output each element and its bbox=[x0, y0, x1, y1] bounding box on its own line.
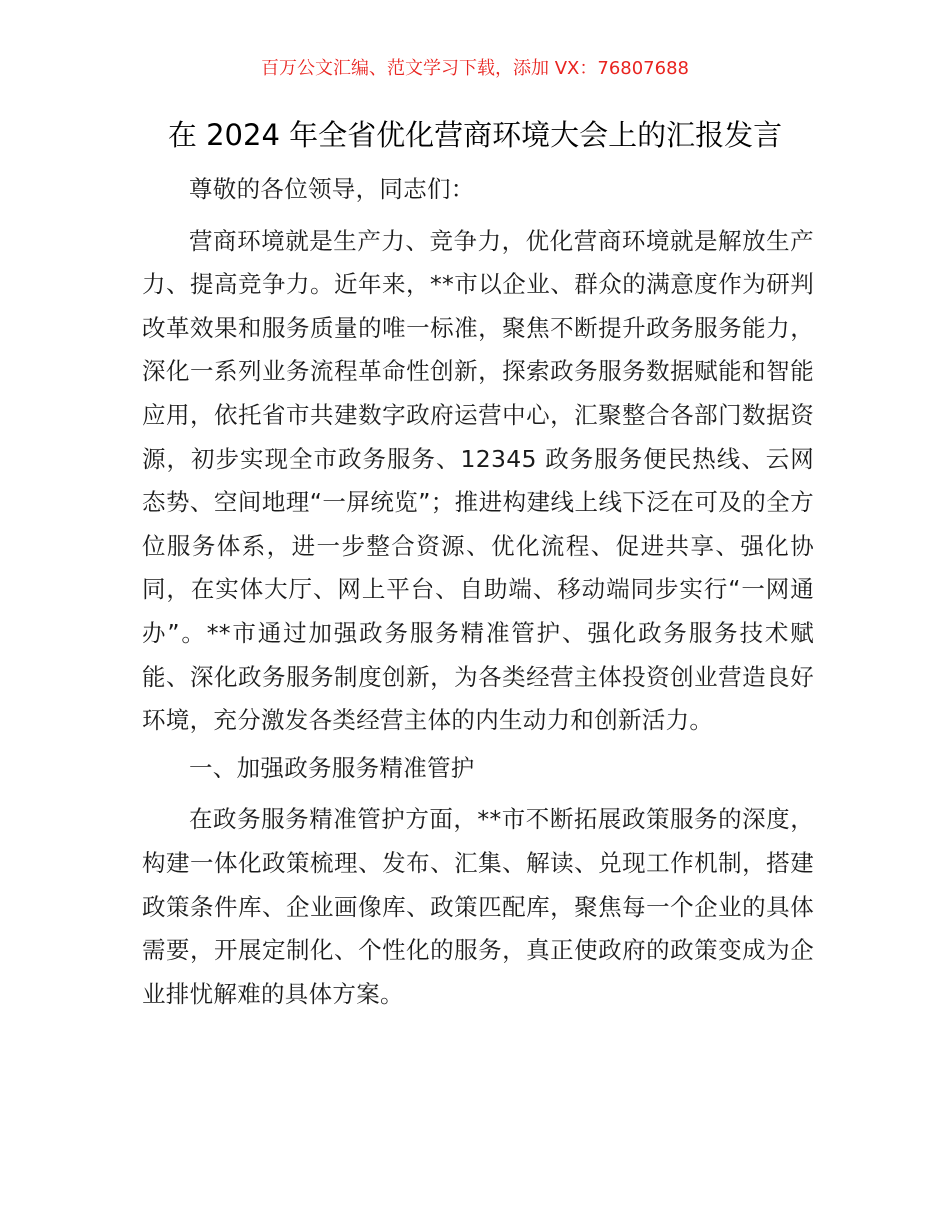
section-heading: 一、加强政务服务精准管护 bbox=[189, 753, 475, 782]
paragraph-intro: 营商环境就是生产力、竞争力，优化营商环境就是解放生产力、提高竞争力。近年来，**市以企业、群众的满意度作为研判改革效果和服务质量的唯一标准，聚焦不断提升政务服务能力，深化一系列业务流程革命性创新，探索政务服务数据赋能和智能应用，依托省市共建数字政府运营中心，汇聚整合各部门数据资源，初步实现全市政务服务、12345 政务服务便民热线、云网态势、空间地理“一屏统览”；推进构建线上线下泛在可及的全方位服务体系，进一步整合资源、优化流程、促进共享、强化协同，在实体大厅、网上平台、自助端、移动端同步实行“一网通办”。**市通过加强政务服务精准管护、强化政务服务技术赋能、深化政务服务制度创新，为各类经营主体投资创业营造良好环境，充分激发各类经营主体的内生动力和创新活力。 bbox=[142, 226, 814, 735]
document-title: 在 2024 年全省优化营商环境大会上的汇报发言 bbox=[167, 118, 783, 152]
salutation: 尊敬的各位领导，同志们： bbox=[189, 175, 475, 203]
document-body bbox=[142, 168, 814, 1020]
watermark-banner: 百万公文汇编、范文学习下载，添加 VX：76807688 bbox=[261, 58, 689, 79]
paragraph-section-1: 在政务服务精准管护方面，**市不断拓展政策服务的深度，构建一体化政策梳理、发布、汇集、解读、兑现工作机制，搭建政策条件库、企业画像库、政策匹配库，聚焦每一个企业的具体需要，开展定制化、个性化的服务，真正使政府的政策变成为企业排忧解难的具体方案。 bbox=[142, 805, 814, 1008]
